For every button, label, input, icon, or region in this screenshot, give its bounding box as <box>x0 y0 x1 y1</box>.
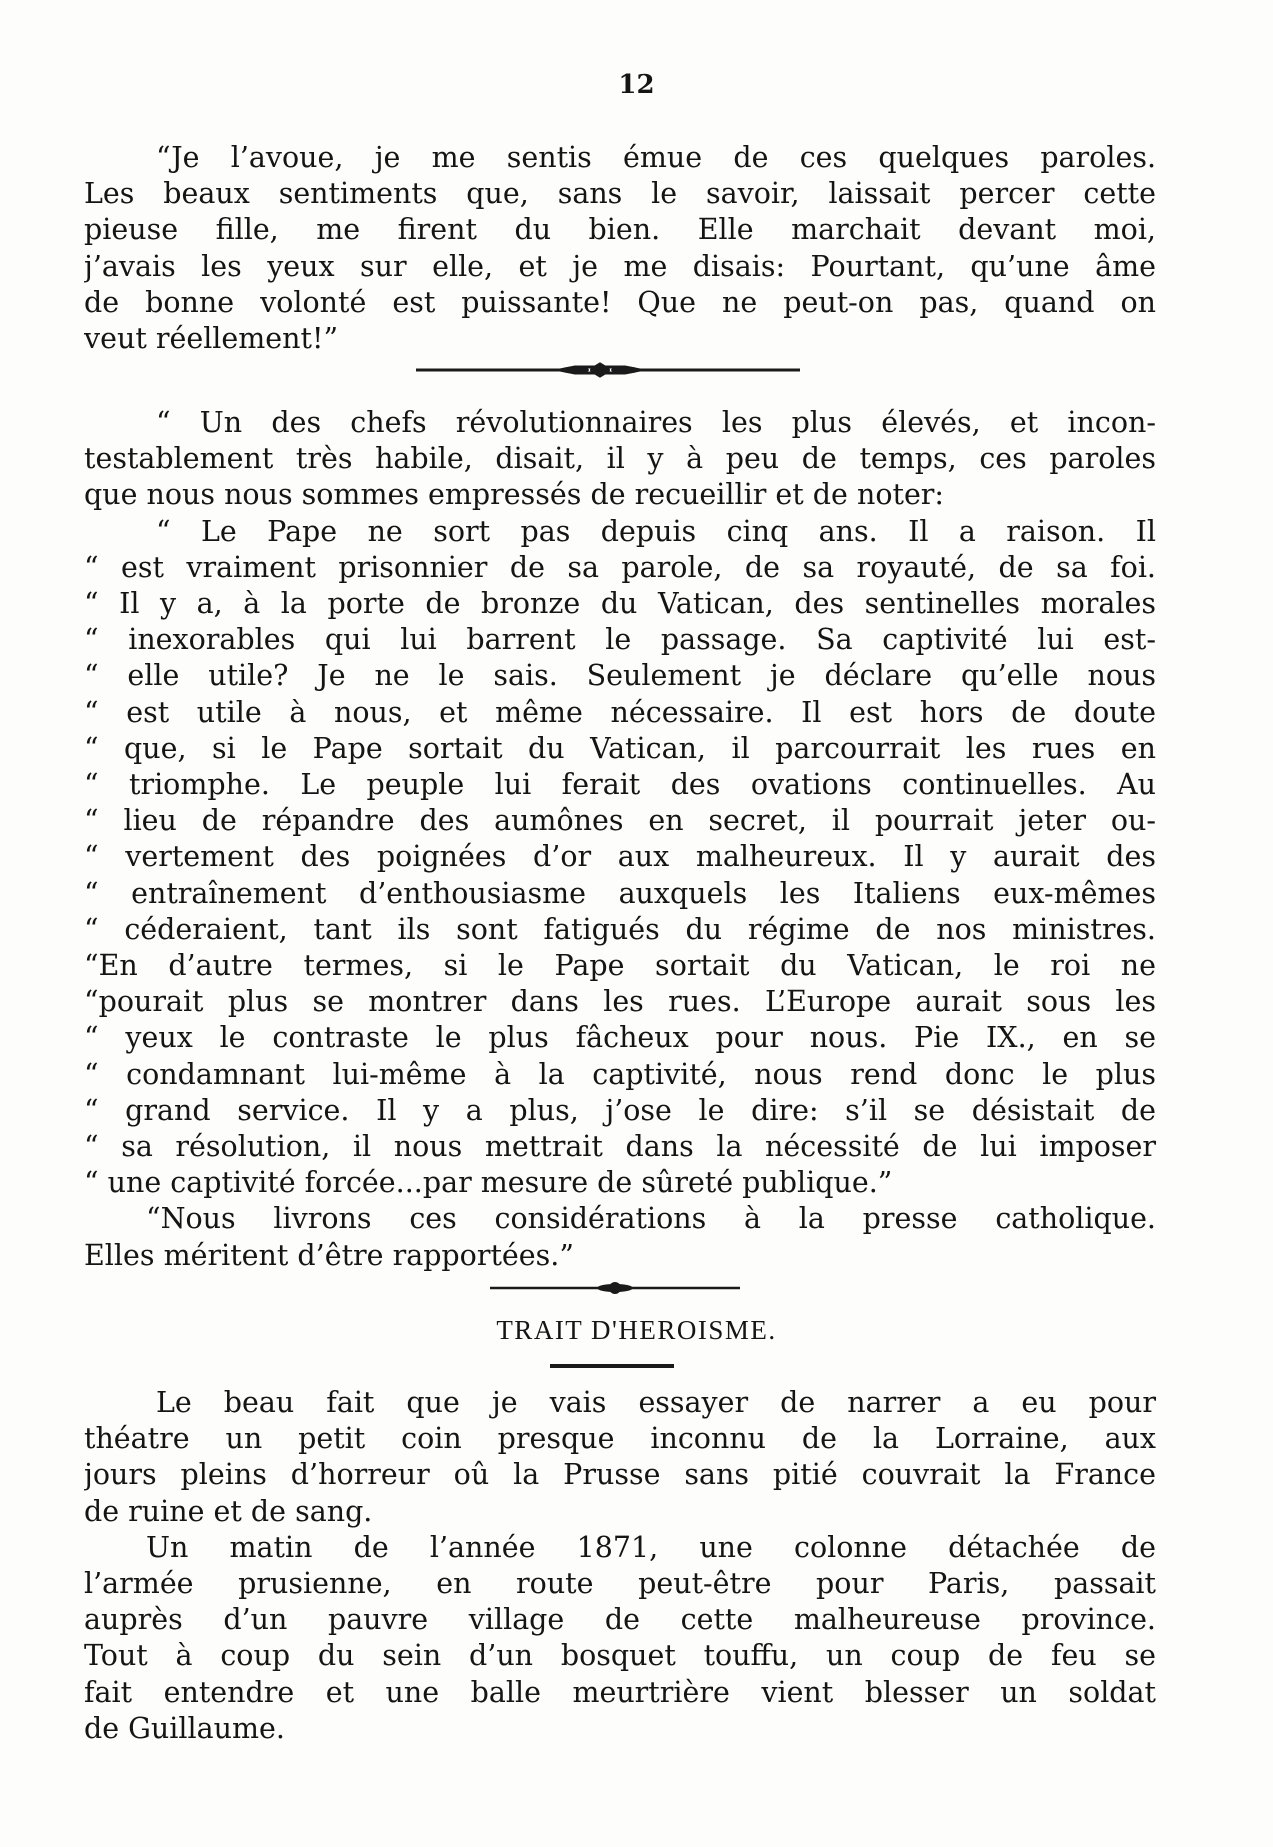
text-line: “ yeux le contraste le plus fâcheux pour nous. Pie IX., en se <box>84 1021 1156 1055</box>
text-line: “ inexorables qui lui barrent le passage. Sa captivité lui est- <box>84 623 1156 657</box>
text-line: “ condamnant lui-même à la captivité, nous rend donc le plus <box>84 1057 1156 1091</box>
text-line: veut réellement!” <box>84 322 339 356</box>
text-line: Un matin de l’année 1871, une colonne détachée de <box>146 1530 1156 1564</box>
text-line: de Guillaume. <box>84 1711 285 1745</box>
text-line: auprès d’un pauvre village de cette malheureuse province. <box>84 1603 1156 1637</box>
text-line: de ruine et de sang. <box>84 1494 373 1528</box>
text-line: théatre un petit coin presque inconnu de la Lorraine, aux <box>84 1422 1156 1456</box>
text-line: que nous nous sommes empressés de recueillir et de noter: <box>84 478 945 512</box>
text-line: “ Le Pape ne sort pas depuis cinq ans. Il a raison. Il <box>156 514 1156 548</box>
text-line: de bonne volonté est puissante! Que ne peut-on pas, quand on <box>84 285 1156 319</box>
text-line: “ céderaient, tant ils sont fatigués du régime de nos ministres. <box>84 912 1156 946</box>
text-line: “ Il y a, à la porte de bronze du Vatican, des sentinelles morales <box>84 587 1156 621</box>
text-line: jours pleins d’horreur oû la Prusse sans pitié couvrait la France <box>84 1458 1156 1492</box>
text-line: “ triomphe. Le peuple lui ferait des ovations continuelles. Au <box>84 768 1156 802</box>
text-line: testablement très habile, disait, il y à peu de temps, ces paroles <box>84 442 1156 476</box>
text-line: “ vertement des poignées d’or aux malheureux. Il y aurait des <box>84 840 1156 874</box>
text-line: “ Un des chefs révolutionnaires les plus élevés, et incon- <box>156 406 1156 439</box>
text-line: “pourait plus se montrer dans les rues. L’Europe aurait sous les <box>84 985 1156 1019</box>
text-line: “En d’autre termes, si le Pape sortait du Vatican, le roi ne <box>84 949 1156 983</box>
text-line: “ sa résolution, il nous mettrait dans la nécessité de lui imposer <box>84 1130 1156 1164</box>
text-line: “ grand service. Il y a plus, j’ose le dire: s’il se désistait de <box>84 1093 1156 1127</box>
text-line: “ entraînement d’enthousiasme auxquels les Italiens eux-mêmes <box>84 876 1156 910</box>
ornamental-divider <box>0 1278 1273 1298</box>
text-line: “ elle utile? Je ne le sais. Seulement je déclare qu’elle nous <box>84 659 1156 693</box>
ornamental-divider <box>0 360 1273 380</box>
text-line: “ est vraiment prisonnier de sa parole, de sa royauté, de sa foi. <box>84 550 1156 584</box>
paragraph-quote-end <box>84 140 1156 357</box>
text-line: fait entendre et une balle meurtrière vient blesser un soldat <box>84 1675 1156 1709</box>
text-line: “Je l’avoue, je me sentis émue de ces quelques paroles. <box>156 141 1156 174</box>
text-line: “ lieu de répandre des aumônes en secret, il pourrait jeter ou- <box>84 804 1156 838</box>
paragraph-narrative <box>84 1385 1156 1747</box>
text-line: l’armée prusienne, en route peut-être pour Paris, passait <box>84 1567 1156 1601</box>
text-line: “ une captivité forcée...par mesure de sûreté publique.” <box>84 1166 893 1200</box>
section-heading: TRAIT D'HEROISME. <box>496 1315 777 1345</box>
text-line: “ est utile à nous, et même nécessaire. Il est hors de doute <box>84 695 1156 729</box>
text-line: j’avais les yeux sur elle, et je me disais: Pourtant, qu’une âme <box>84 249 1156 283</box>
text-line: Le beau fait que je vais essayer de narrer a eu pour <box>156 1386 1156 1419</box>
page-number: 12 <box>618 70 655 100</box>
heading-underline <box>550 1364 674 1368</box>
text-line: “Nous livrons ces considérations à la presse catholique. <box>146 1202 1156 1236</box>
text-line: “ que, si le Pape sortait du Vatican, il parcourrait les rues en <box>84 731 1156 765</box>
text-line: Tout à coup du sein d’un bosquet touffu, un coup de feu se <box>84 1639 1156 1673</box>
paragraph-revolutionary-quote <box>84 405 1156 1274</box>
text-line: Elles méritent d’être rapportées.” <box>84 1238 574 1272</box>
text-line: Les beaux sentiments que, sans le savoir, laissait percer cette <box>84 177 1156 211</box>
text-line: pieuse fille, me firent du bien. Elle marchait devant moi, <box>84 213 1156 247</box>
